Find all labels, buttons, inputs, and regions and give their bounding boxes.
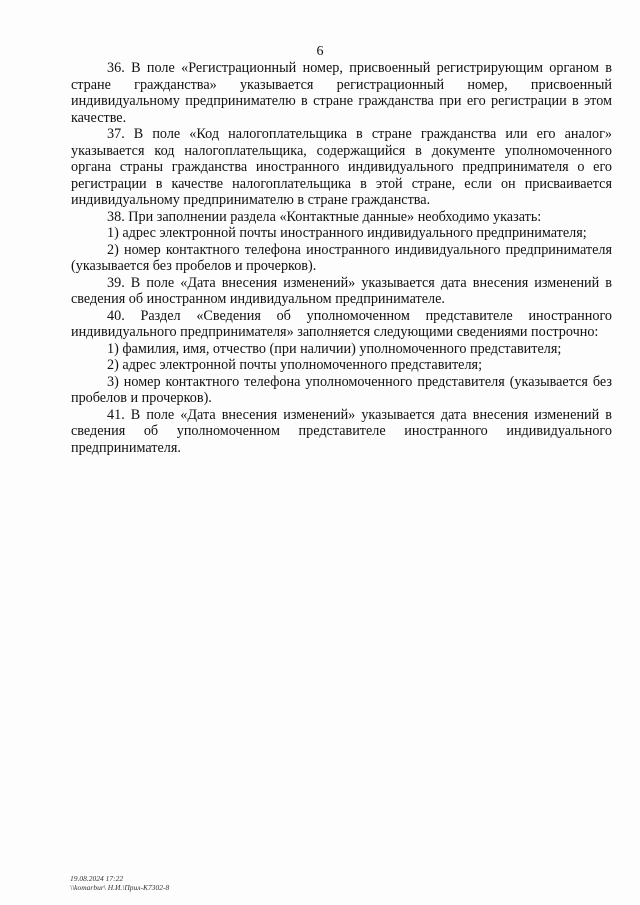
paragraph-36: 36. В поле «Регистрационный номер, присвоенный регистрирующим органом в стране гражданства» указывается регистрационный номер, присвоенный индивидуальному предпринимателю в стране гражданства при его регистрации в этом качестве. xyxy=(71,60,612,126)
list-item-40-2: 2) адрес электронной почты уполномоченного представителя; xyxy=(107,357,483,373)
page-number: 6 xyxy=(316,44,324,59)
paragraph-40: 40. Раздел «Сведения об уполномоченном представителе иностранного индивидуального предпринимателя» заполняется следующими сведениями построчно: xyxy=(71,307,612,340)
footer-file-path: \\komarbur\ Н.И.\Прил-К7302-8 xyxy=(70,883,170,892)
paragraph-39: 39. В поле «Дата внесения изменений» указывается дата внесения изменений в сведения об иностранном индивидуальном предпринимателе. xyxy=(71,274,612,307)
list-item-38-1: 1) адрес электронной почты иностранного индивидуального предпринимателя; xyxy=(107,225,587,241)
list-item-40-1: 1) фамилия, имя, отчество (при наличии) уполномоченного представителя; xyxy=(107,340,562,357)
list-item-40-3: 3) номер контактного телефона уполномоченного представителя (указывается без пробелов и прочерков). xyxy=(71,373,612,406)
paragraph-37: 37. В поле «Код налогоплательщика в стране гражданства или его аналог» указывается код налогоплательщика, содержащийся в документе уполномоченного органа страны гражданства иностранного индивидуального предпринимателя о его регистрации в качестве налогоплательщика в этой стране, если он присваивается индивидуальному предпринимателю в стране гражданства. xyxy=(71,126,612,208)
paragraph-41: 41. В поле «Дата внесения изменений» указывается дата внесения изменений в сведения об уполномоченном представителе иностранного индивидуального предпринимателя. xyxy=(71,406,612,456)
list-item-38-2: 2) номер контактного телефона иностранного индивидуального предпринимателя (указывается без пробелов и прочерков). xyxy=(71,241,612,274)
footer-stamp xyxy=(70,874,169,892)
document-body xyxy=(71,60,612,456)
paragraph-38: 38. При заполнении раздела «Контактные данные» необходимо указать: xyxy=(107,208,542,225)
footer-datetime: 19.08.2024 17:22 xyxy=(70,874,124,883)
